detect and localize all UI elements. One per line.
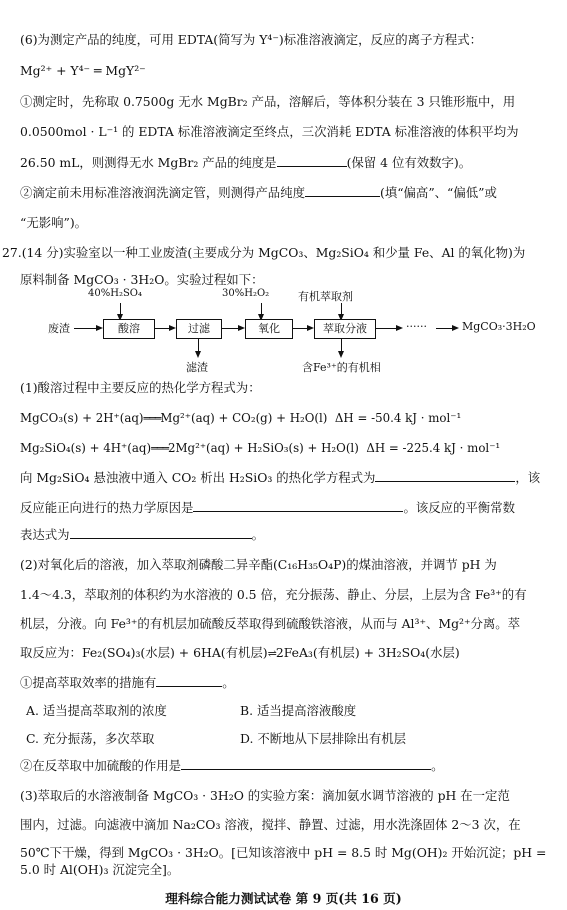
eq1-enthalpy: ΔH = -50.4 kJ · mol⁻¹ bbox=[334, 411, 462, 425]
q6-part1-text: 26.50 mL，则测得无水 MgBr₂ 产品的纯度是 bbox=[20, 155, 277, 170]
eq1-reactants: MgCO₃(s) + 2H⁺(aq) bbox=[20, 411, 144, 425]
q27-s2-q2-end: 。 bbox=[431, 758, 444, 773]
q27-s1-question2 bbox=[20, 500, 567, 516]
q6-intro: (6)为测定产品的纯度，可用 EDTA(简写为 Y⁴⁻)标准溶液滴定，反应的离子方程式： bbox=[20, 32, 483, 47]
eq2-reactants: Mg₂SiO₄(s) + 4H⁺(aq) bbox=[20, 441, 152, 455]
q27-s1-q2-text: 反应能正向进行的热力学原因是 bbox=[20, 500, 194, 515]
q27-line2: 原料制备 MgCO₃ · 3H₂O。实验过程如下： bbox=[20, 272, 264, 287]
q27-s3-line2: 围内，过滤。向滤液中滴加 Na₂CO₃ 溶液，搅拌、静置、过滤，用水洗涤固体 2～3 次，在 bbox=[20, 817, 521, 832]
eq2-arrow: ═══ bbox=[151, 442, 168, 455]
q27-s1-eq1 bbox=[20, 410, 567, 427]
flow-reagent-peroxide: 30%H₂O₂ bbox=[222, 288, 270, 299]
answer-blank-purity-effect[interactable] bbox=[305, 185, 380, 197]
q27-s2-line2: 1.4～4.3，萃取剂的体积约为水溶液的 0.5 倍，充分振荡、静止、分层，上层为含 Fe³⁺的有 bbox=[20, 587, 527, 602]
answer-blank-thermo-equation[interactable] bbox=[375, 470, 515, 482]
extraction-products: 2FeA₃(有机层) + 3H₂SO₄(水层) bbox=[275, 645, 460, 660]
eq2-products: 2Mg²⁺(aq) + H₂SiO₃(s) + H₂O(l) bbox=[167, 441, 359, 455]
q27-s2-question1 bbox=[20, 675, 567, 691]
q27-line1: 27.(14 分)实验室以一种工业废渣(主要成分为 MgCO₃、Mg₂SiO₄ 和少量 Fe、Al 的氧化物)为 bbox=[2, 245, 526, 260]
q6-part1-line3 bbox=[20, 155, 567, 171]
flow-step-extract-separate: 萃取分液 bbox=[314, 319, 376, 339]
q27-s1-q2-end: 。该反应的平衡常数 bbox=[403, 500, 515, 515]
option-d[interactable]: D. 不断地从下层排除出有机层 bbox=[240, 731, 407, 746]
q6-equation: Mg²⁺ + Y⁴⁻ ═ MgY²⁻ bbox=[20, 63, 146, 78]
q27-s2-line1: (2)对氧化后的溶液，加入萃取剂磷酸二异辛酯(C₁₆H₃₅O₄P)的煤油溶液，并调节 pH 为 bbox=[20, 557, 497, 572]
q27-s3-line3: 50℃下干燥，得到 MgCO₃ · 3H₂O。[已知该溶液中 pH = 8.5 时 Mg(OH)₂ 开始沉淀；pH = bbox=[20, 845, 547, 860]
q27-s2-q1-end: 。 bbox=[222, 675, 235, 690]
flow-dots: ······ bbox=[406, 320, 427, 333]
flow-product: MgCO₃·3H₂O bbox=[462, 320, 536, 333]
q27-s1-question3 bbox=[20, 527, 567, 543]
q6-part2-line1 bbox=[20, 185, 567, 201]
eq1-arrow: ═══ bbox=[143, 412, 161, 425]
extraction-reactants: 取反应为：Fe₂(SO₄)₃(水层) + 6HA(有机层) bbox=[20, 645, 268, 660]
q27-s2-line3: 机层，分液。向 Fe³⁺的有机层加硫酸反萃取得到硫酸铁溶液，从而与 Al³⁺、Mg²⁺分离。萃 bbox=[20, 616, 521, 631]
q27-s1-question1 bbox=[20, 470, 567, 486]
q27-s3-line4: 5.0 时 Al(OH)₃ 沉淀完全]。 bbox=[20, 862, 180, 877]
q27-s1-q1-end: ，该 bbox=[515, 470, 541, 485]
flow-byproduct-residue: 滤渣 bbox=[186, 361, 208, 374]
eq2-enthalpy: ΔH = -225.4 kJ · mol⁻¹ bbox=[366, 441, 501, 455]
q27-s1-q1-text: 向 Mg₂SiO₄ 悬浊液中通入 CO₂ 析出 H₂SiO₃ 的热化学方程式为 bbox=[20, 470, 376, 485]
flow-step-acid-dissolve: 酸溶 bbox=[103, 319, 155, 339]
flow-step-oxidize: 氧化 bbox=[245, 319, 293, 339]
answer-blank-extraction-measures[interactable] bbox=[156, 675, 222, 687]
option-b[interactable]: B. 适当提高溶液酸度 bbox=[240, 703, 357, 718]
q27-s2-q1-text: ①提高萃取效率的措施有 bbox=[20, 675, 157, 690]
flow-byproduct-organic-phase: 含Fe³⁺的有机相 bbox=[302, 361, 381, 374]
reversible-arrow: ⇌ bbox=[267, 647, 276, 660]
q27-s3-line1: (3)萃取后的水溶液制备 MgCO₃ · 3H₂O 的实验方案：滴加氨水调节溶液的 pH 在一定范 bbox=[20, 788, 510, 803]
flow-step-filter: 过滤 bbox=[176, 319, 222, 339]
q27-s1-q3-text: 表达式为 bbox=[20, 527, 70, 542]
q6-part1-line1: ①测定时，先称取 0.7500g 无水 MgBr₂ 产品，溶解后，等体积分装在 3 只锥形瓶中，用 bbox=[20, 94, 516, 109]
flow-reagent-extractant: 有机萃取剂 bbox=[298, 290, 353, 303]
answer-blank-thermo-reason[interactable] bbox=[193, 500, 403, 512]
flow-reagent-acid: 40%H₂SO₄ bbox=[88, 288, 143, 299]
flow-start: 废渣 bbox=[48, 322, 70, 335]
q6-part1-line2: 0.0500mol · L⁻¹ 的 EDTA 标准溶液滴定至终点，三次消耗 EDTA 标准溶液的体积平均为 bbox=[20, 124, 519, 139]
answer-blank-sulfuric-acid-role[interactable] bbox=[181, 758, 431, 770]
q27-s1-q3-end: 。 bbox=[251, 527, 264, 542]
q6-part2-text: ②滴定前未用标准溶液润洗滴定管，则测得产品纯度 bbox=[20, 185, 305, 200]
page-footer: 理科综合能力测试试卷 第 9 页(共 16 页) bbox=[165, 891, 402, 906]
q27-s2-line4 bbox=[20, 645, 567, 662]
q6-part2-note: (填“偏高”、“偏低”或 bbox=[379, 185, 497, 200]
q6-part1-note: (保留 4 位有效数字)。 bbox=[346, 155, 472, 170]
q27-s1-intro: (1)酸溶过程中主要反应的热化学方程式为： bbox=[20, 380, 261, 395]
q6-part2-line2: “无影响”)。 bbox=[20, 215, 88, 230]
q27-s2-q2-text: ②在反萃取中加硫酸的作用是 bbox=[20, 758, 182, 773]
answer-blank-purity[interactable] bbox=[277, 155, 347, 167]
q27-s2-question2 bbox=[20, 758, 567, 774]
q27-s1-eq2 bbox=[20, 440, 567, 457]
eq1-products: Mg²⁺(aq) + CO₂(g) + H₂O(l) bbox=[160, 411, 328, 425]
answer-blank-equilibrium-expression[interactable] bbox=[70, 527, 252, 539]
option-a[interactable]: A. 适当提高萃取剂的浓度 bbox=[26, 703, 167, 718]
process-flow-diagram bbox=[30, 285, 550, 375]
option-c[interactable]: C. 充分振荡，多次萃取 bbox=[26, 731, 155, 746]
